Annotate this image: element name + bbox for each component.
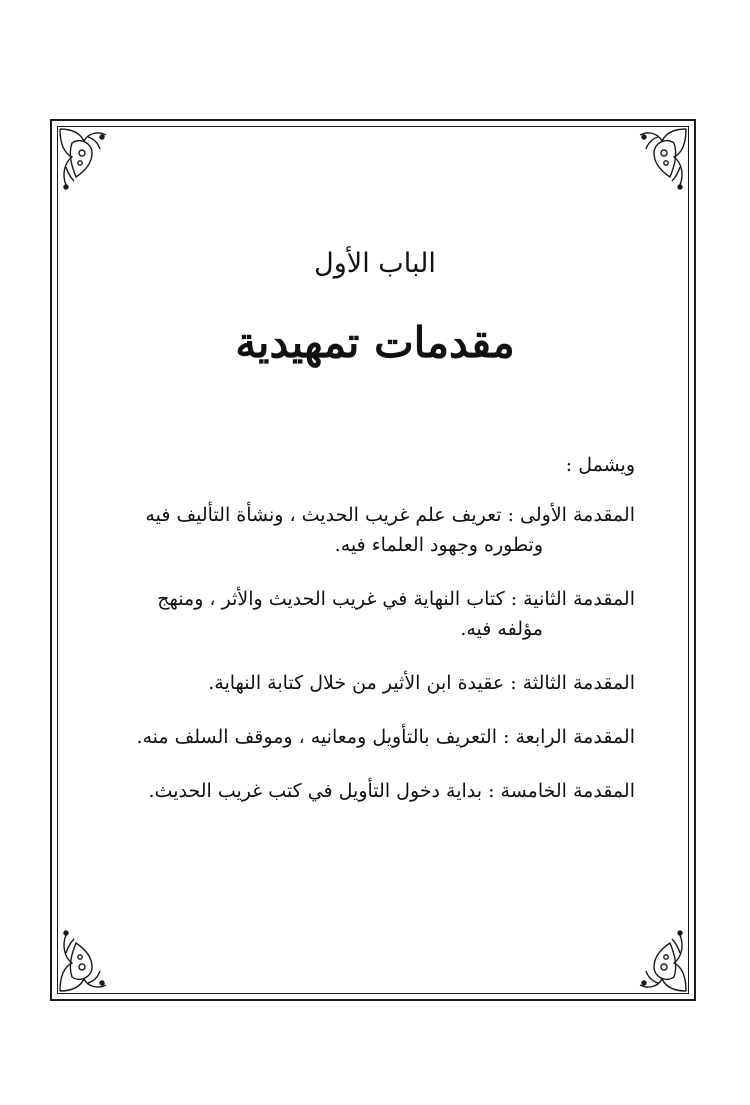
list-item [95, 500, 635, 560]
entry-text: المقدمة الخامسة : بداية دخول التأويل في كتب غريب الحديث. [148, 780, 635, 802]
entry-text-continued: وتطوره وجهود العلماء فيه. [334, 534, 543, 556]
corner-ornament-icon [58, 127, 114, 197]
chapter-title: مقدمات تمهيدية [235, 318, 515, 367]
entry-text-continued: مؤلفه فيه. [460, 618, 543, 640]
corner-ornament-icon [632, 127, 688, 197]
list-item [95, 584, 635, 644]
corner-ornament-icon [632, 923, 688, 993]
list-item [95, 668, 635, 698]
entry-text: المقدمة الأولى : تعريف علم غريب الحديث ، ونشأة التأليف فيه [145, 504, 635, 526]
list-item [95, 722, 635, 752]
chapter-heading: الباب الأول [314, 248, 436, 279]
intro-text: ويشمل : [565, 454, 635, 476]
entry-text: المقدمة الرابعة : التعريف بالتأويل ومعانيه ، وموقف السلف منه. [136, 726, 635, 748]
entry-text: المقدمة الثانية : كتاب النهاية في غريب الحديث والأثر ، ومنهج [157, 588, 635, 610]
corner-ornament-icon [58, 923, 114, 993]
list-item [95, 776, 635, 806]
entry-text: المقدمة الثالثة : عقيدة ابن الأثير من خلال كتابة النهاية. [208, 672, 635, 694]
contents-list [95, 450, 635, 830]
